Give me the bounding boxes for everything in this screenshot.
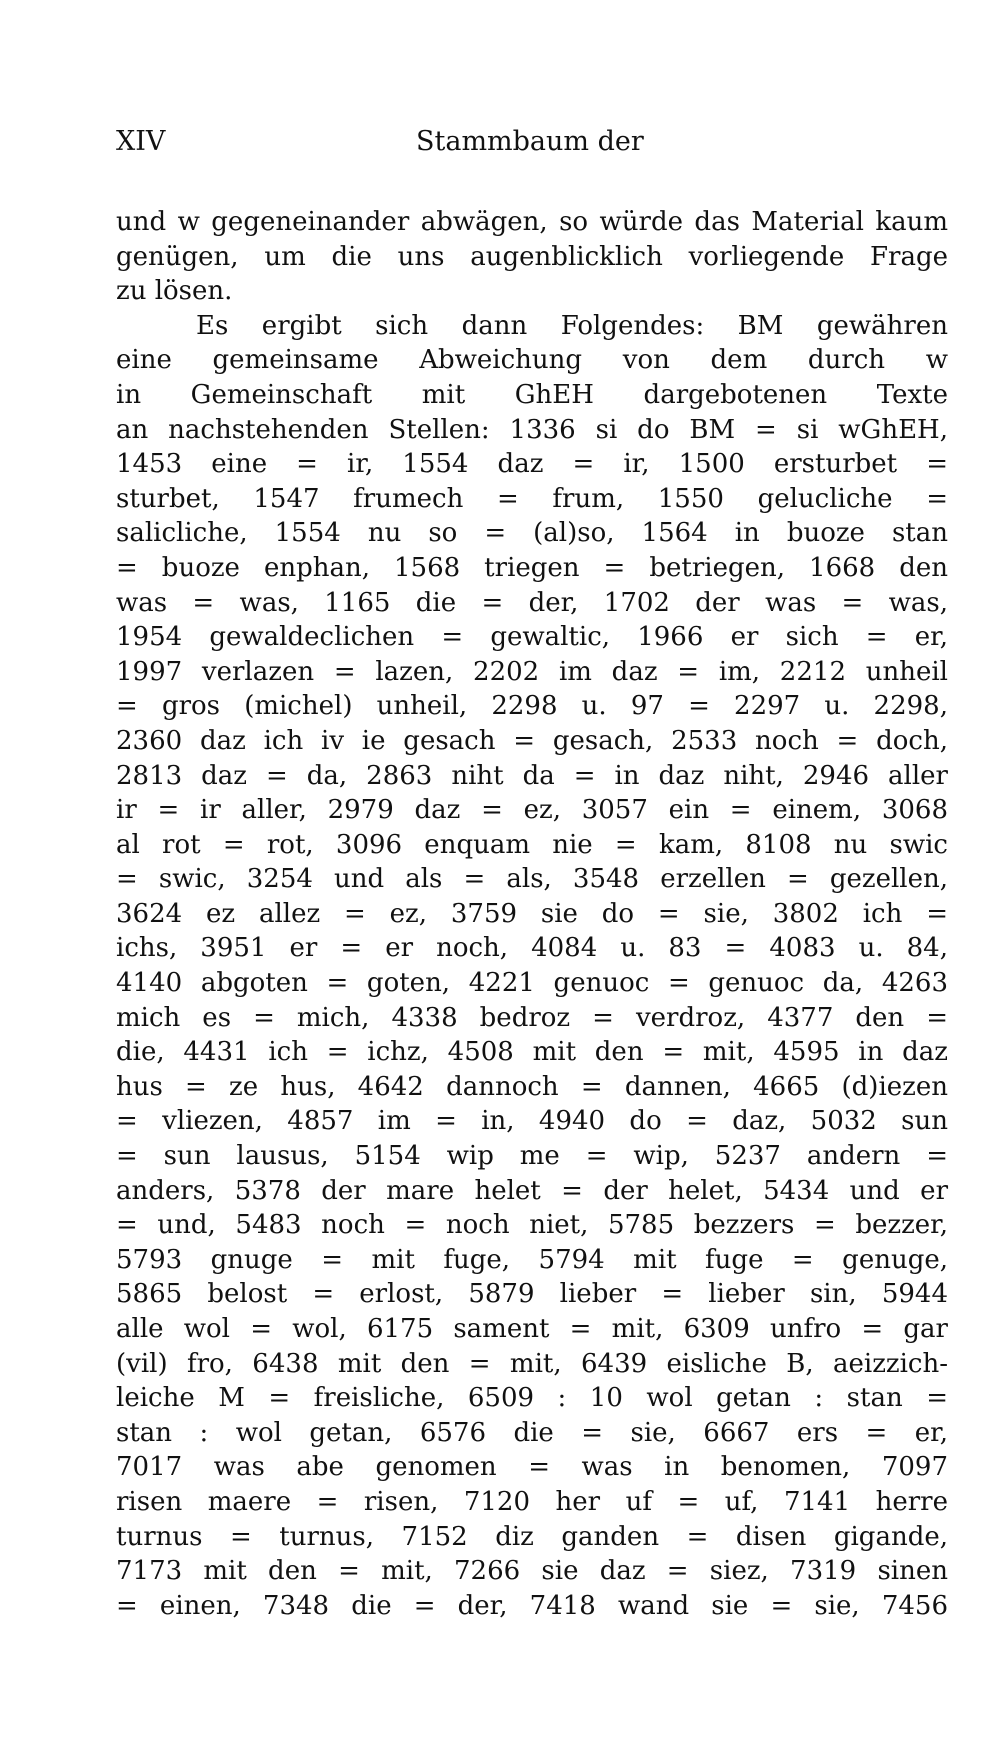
text-line: = swic, 3254 und als = als, 3548 erzellen = gezellen, (116, 864, 948, 895)
text-line: = gros (michel) unheil, 2298 u. 97 = 2297 u. 2298, (116, 691, 948, 722)
text-line: in Gemeinschaft mit GhEH dargebotenen Texte (116, 379, 948, 410)
text-line: 2360 daz ich iv ie gesach = gesach, 2533 noch = doch, (116, 725, 948, 756)
text-line: was = was, 1165 die = der, 1702 der was = was, (116, 587, 948, 618)
text-line: die, 4431 ich = ichz, 4508 mit den = mit, 4595 in daz (116, 1037, 948, 1068)
text-line: hus = ze hus, 4642 dannoch = dannen, 4665 (d)iezen (116, 1071, 948, 1102)
text-line: 5865 belost = erlost, 5879 lieber = lieber sin, 5944 (116, 1279, 948, 1310)
text-line: 7017 was abe genomen = was in benomen, 7097 (116, 1452, 948, 1483)
text-line: und w gegeneinander abwägen, so würde das Material kaum (116, 207, 948, 237)
text-line: 3624 ez allez = ez, 3759 sie do = sie, 3802 ich = (116, 898, 948, 929)
text-line: salicliche, 1554 nu so = (al)so, 1564 in buoze stan (116, 518, 948, 549)
text-line: 7173 mit den = mit, 7266 sie daz = siez, 7319 sinen (116, 1556, 948, 1587)
text-line: = einen, 7348 die = der, 7418 wand sie = sie, 7456 (116, 1590, 948, 1621)
text-line: = sun lausus, 5154 wip me = wip, 5237 andern = (116, 1141, 948, 1172)
text-line: anders, 5378 der mare helet = der helet, 5434 und er (116, 1175, 948, 1206)
text-line: 2813 daz = da, 2863 niht da = in daz niht, 2946 aller (116, 760, 948, 791)
text-line: = buoze enphan, 1568 triegen = betriegen, 1668 den (116, 552, 948, 583)
text-line: al rot = rot, 3096 enquam nie = kam, 8108 nu swic (116, 829, 948, 860)
text-line: eine gemeinsame Abweichung von dem durch w (116, 345, 948, 376)
text-line: an nachstehenden Stellen: 1336 si do BM = si wGhEH, (116, 414, 948, 445)
text-line: zu lösen. (116, 276, 233, 307)
text-line: 5793 gnuge = mit fuge, 5794 mit fuge = genuge, (116, 1244, 948, 1275)
text-line: turnus = turnus, 7152 diz ganden = disen gigande, (116, 1521, 948, 1552)
text-line: Es ergibt sich dann Folgendes: BM gewähren (196, 310, 948, 341)
text-line: sturbet, 1547 frumech = frum, 1550 gelucliche = (116, 483, 948, 514)
text-line: leiche M = freisliche, 6509 : 10 wol getan : stan = (116, 1383, 948, 1414)
text-line: mich es = mich, 4338 bedroz = verdroz, 4377 den = (116, 1002, 948, 1033)
text-line: = vliezen, 4857 im = in, 4940 do = daz, 5032 sun (116, 1106, 948, 1137)
text-line: genügen, um die uns augenblicklich vorliegende Frage (116, 241, 948, 272)
text-line: risen maere = risen, 7120 her uf = uf, 7141 herre (116, 1486, 948, 1517)
text-line: 4140 abgoten = goten, 4221 genuoc = genuoc da, 4263 (116, 968, 948, 999)
text-line: 1954 gewaldeclichen = gewaltic, 1966 er sich = er, (116, 622, 948, 653)
running-title: Stammbaum der (416, 126, 644, 157)
text-line: 1453 eine = ir, 1554 daz = ir, 1500 ersturbet = (116, 449, 948, 480)
text-line: = und, 5483 noch = noch niet, 5785 bezzers = bezzer, (116, 1210, 948, 1241)
page-header (116, 126, 948, 166)
text-line: alle wol = wol, 6175 sament = mit, 6309 unfro = gar (116, 1314, 948, 1344)
text-line: ir = ir aller, 2979 daz = ez, 3057 ein = einem, 3068 (116, 795, 948, 826)
text-line: ichs, 3951 er = er noch, 4084 u. 83 = 4083 u. 84, (116, 933, 948, 964)
body-text (116, 205, 948, 1623)
text-line: (vil) fro, 6438 mit den = mit, 6439 eisliche B, aeizzich- (116, 1348, 948, 1379)
page-number: XIV (116, 126, 166, 157)
text-line: stan : wol getan, 6576 die = sie, 6667 ers = er, (116, 1417, 948, 1448)
text-line: 1997 verlazen = lazen, 2202 im daz = im, 2212 unheil (116, 656, 948, 687)
